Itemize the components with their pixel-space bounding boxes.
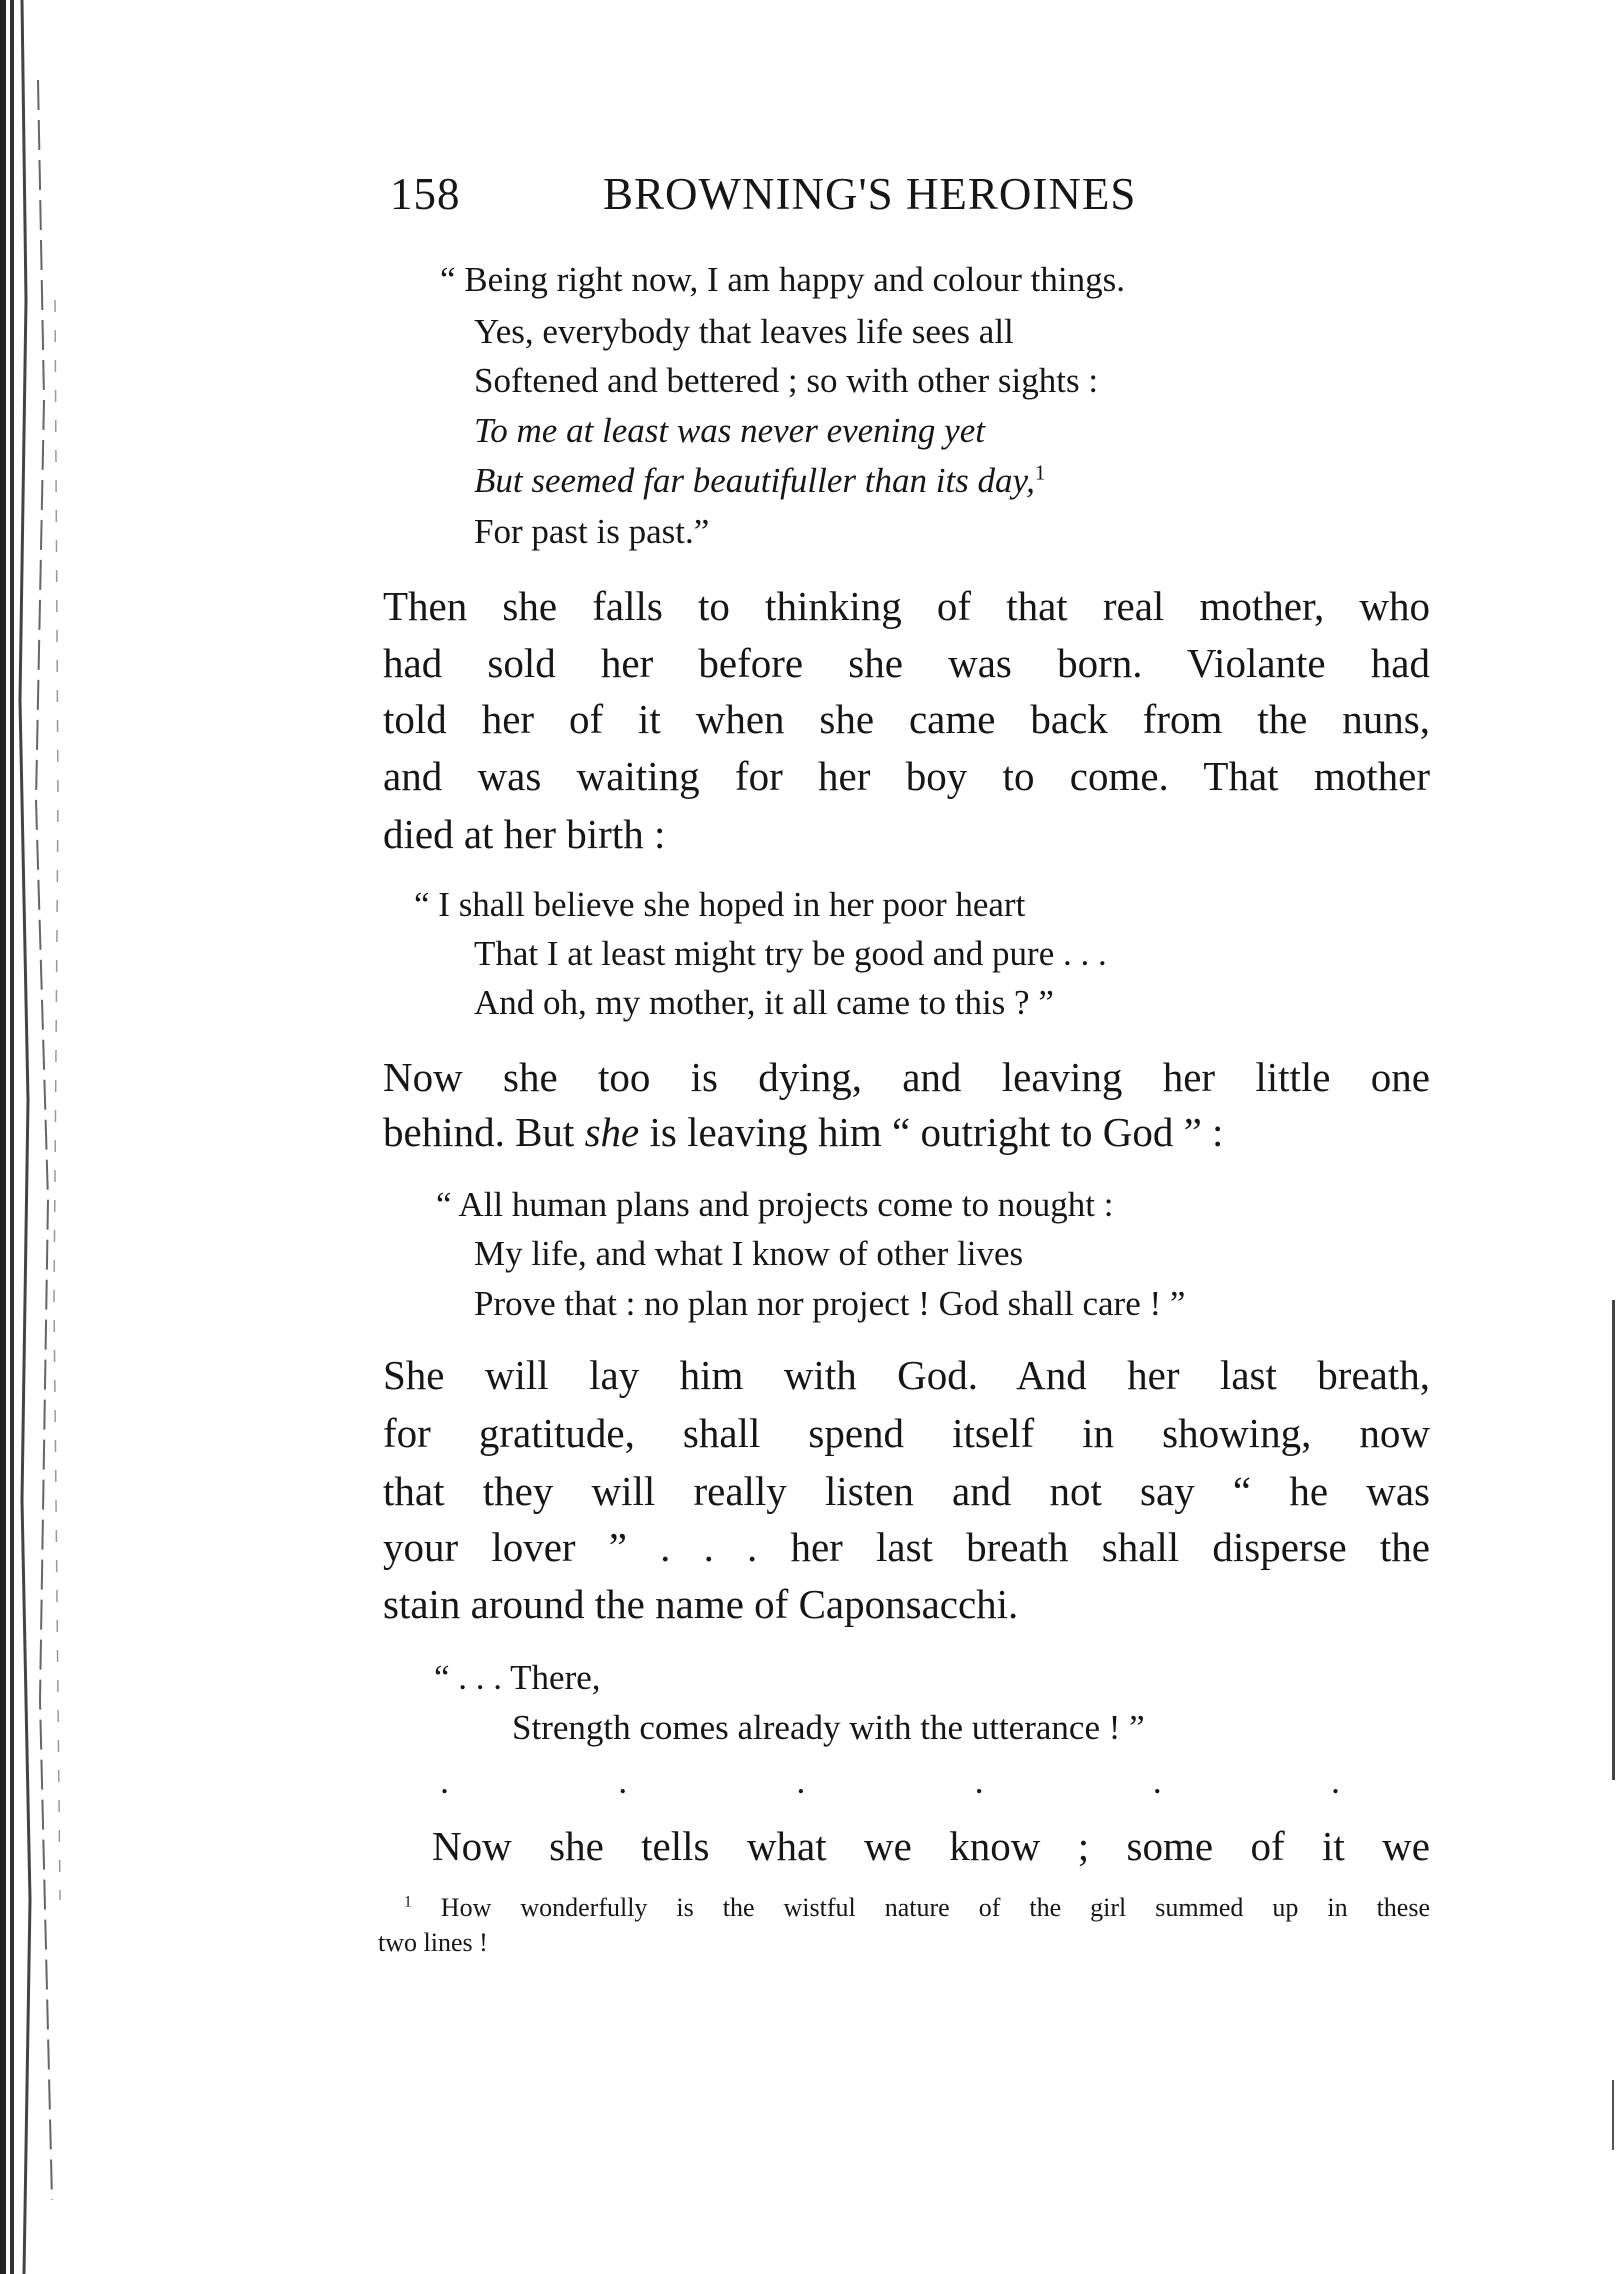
text-line: behind. But she is leaving him “ outright to God ” : bbox=[383, 1109, 1224, 1155]
footnote-mark: 1 bbox=[404, 1893, 412, 1911]
verse-line: Strength comes already with the utterance ! ” bbox=[512, 1708, 1145, 1747]
ellipsis-row: . . . . . . bbox=[440, 1761, 1340, 1801]
verse-line: “ All human plans and projects come to nought : bbox=[436, 1185, 1114, 1224]
text-line: She will lay him with God. And her last breath, bbox=[383, 1352, 1430, 1398]
text-line: Now she too is dying, and leaving her little one bbox=[383, 1054, 1430, 1100]
right-edge-mark bbox=[1612, 2080, 1614, 2150]
text-line: that they will really listen and not say “ he was bbox=[383, 1468, 1430, 1514]
verse-line: “ I shall believe she hoped in her poor heart bbox=[414, 885, 1026, 924]
verse-line: My life, and what I know of other lives bbox=[474, 1234, 1024, 1273]
footnote-line: two lines ! bbox=[378, 1928, 488, 1957]
running-title: BROWNING'S HEROINES bbox=[603, 169, 1137, 219]
verse-line: Softened and bettered ; so with other sights : bbox=[474, 361, 1099, 400]
text-line: stain around the name of Caponsacchi. bbox=[383, 1581, 1019, 1627]
verse-line: For past is past.” bbox=[474, 512, 710, 551]
emphasis: she bbox=[584, 1109, 640, 1155]
footnote-ref: 1 bbox=[1034, 460, 1046, 485]
text-line: and was waiting for her boy to come. That mother bbox=[383, 753, 1430, 799]
text-line: Then she falls to thinking of that real mother, who bbox=[383, 583, 1430, 629]
verse-line: Prove that : no plan nor project ! God shall care ! ” bbox=[474, 1284, 1186, 1323]
verse-line: “ . . . There, bbox=[434, 1658, 601, 1697]
page-number: 158 bbox=[390, 169, 461, 219]
text-line: told her of it when she came back from the nuns, bbox=[383, 696, 1430, 742]
text-line: died at her birth : bbox=[383, 811, 666, 857]
book-binding-edge bbox=[0, 0, 70, 2274]
right-edge-mark bbox=[1612, 1300, 1615, 1780]
verse-line: That I at least might try be good and pure . . . bbox=[474, 934, 1107, 973]
footnote-line: $^1$ How wonderfully is the wistful nature of the girl summed up in these bbox=[404, 1893, 1430, 1922]
text-line: your lover ” . . . her last breath shall disperse the bbox=[383, 1524, 1430, 1570]
verse-line: Yes, everybody that leaves life sees all bbox=[474, 312, 1014, 351]
paragraph-4: Now she tells what we know ; some of it we bbox=[432, 1823, 1430, 1869]
verse-line: To me at least was never evening yet bbox=[474, 411, 985, 450]
verse-line: And oh, my mother, it all came to this ? ” bbox=[474, 983, 1054, 1022]
text-line: for gratitude, shall spend itself in showing, now bbox=[383, 1410, 1430, 1456]
verse-line: “ Being right now, I am happy and colour things. bbox=[440, 260, 1125, 299]
text-line: had sold her before she was born. Violante had bbox=[383, 640, 1430, 686]
verse-line: But seemed far beautifuller than its day, bbox=[474, 461, 1035, 500]
